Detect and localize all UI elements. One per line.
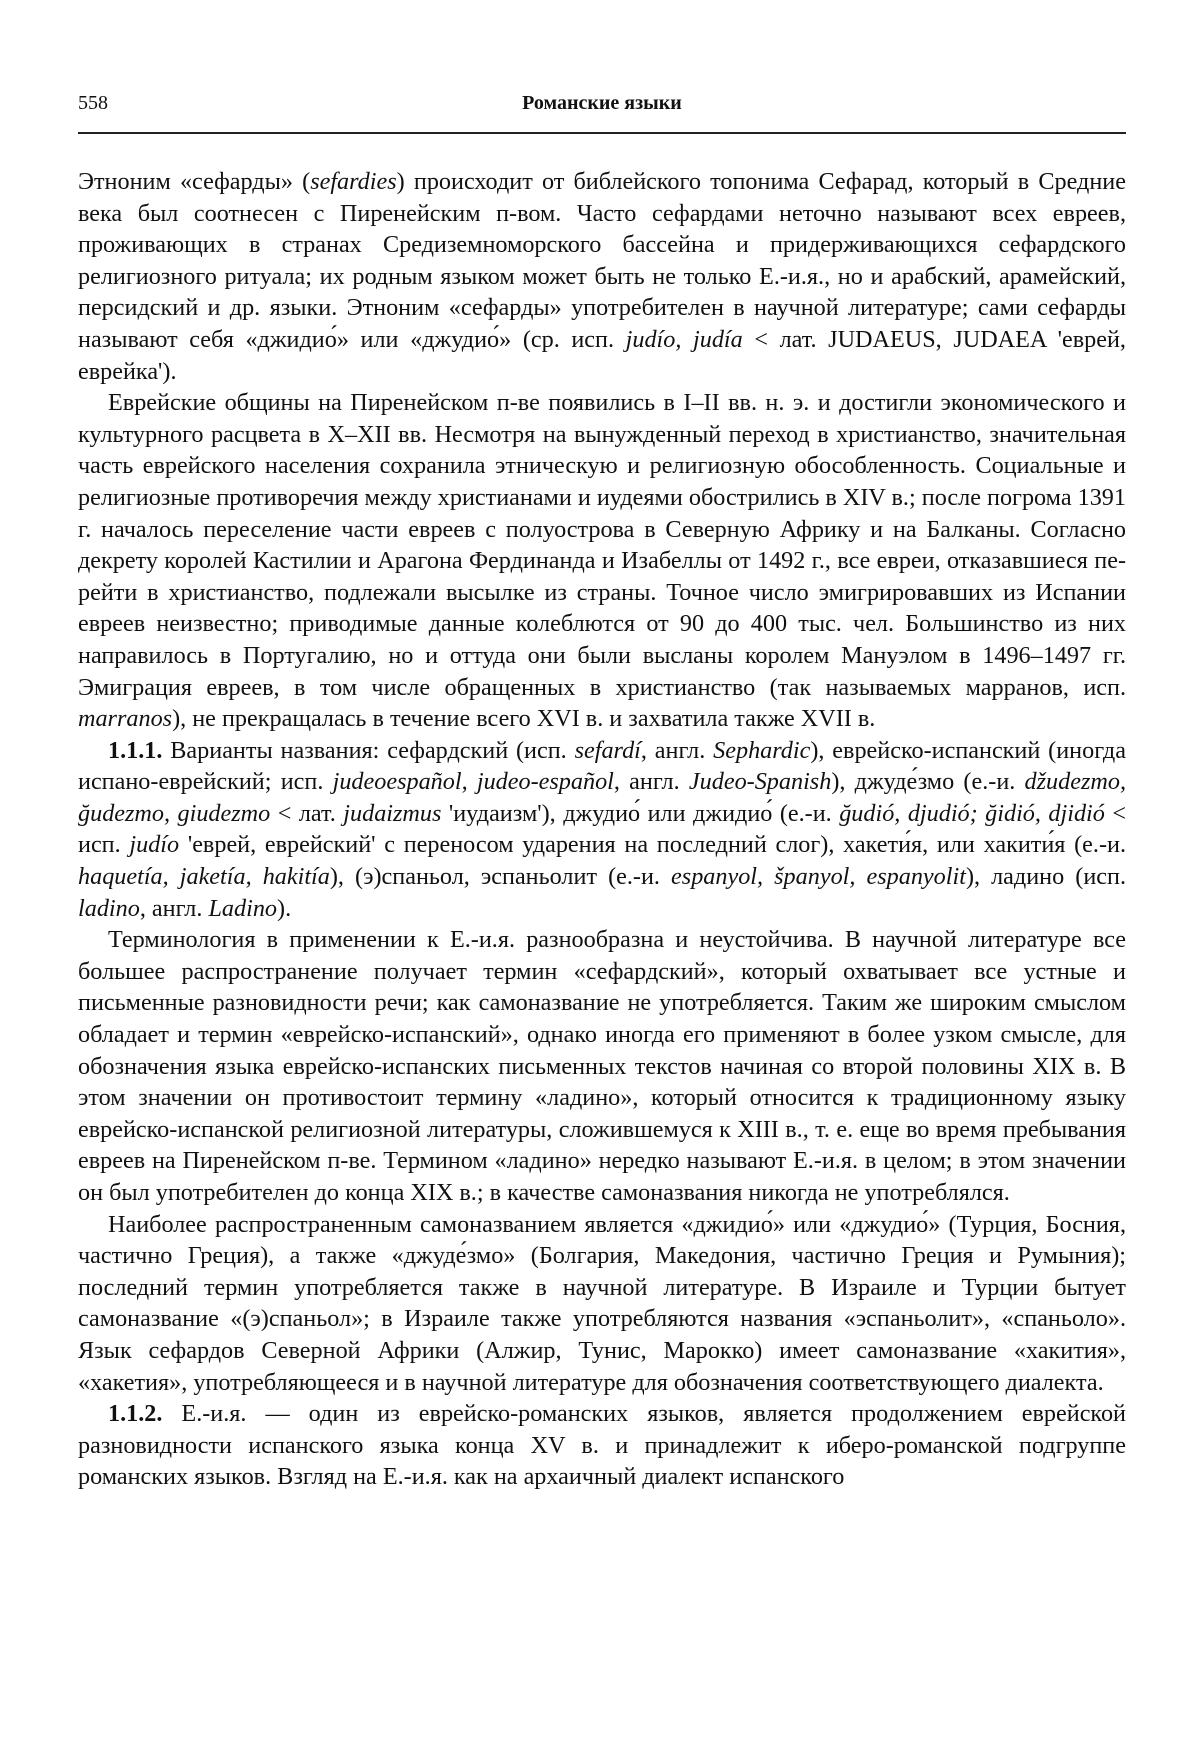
text-run: ), джуде́змо (е.-и. <box>831 768 1025 796</box>
text-run: Варианты названия: сефардский (исп. <box>162 736 575 764</box>
paragraph <box>78 924 1126 1208</box>
paragraph <box>78 1209 1126 1399</box>
text-run: , англ. <box>640 736 714 764</box>
italic-term: judeoespañol, judeo-español <box>332 768 614 796</box>
paragraph <box>78 387 1126 735</box>
text-run: Е.-и.я. — один из еврейско-романских языков, является продолжением еврейской разновидности испанского языка конца XV в. и принадлежит к иберо-романской подгруппе романских языков. Взгляд на Е.-и.я. как на архаичный диалект испанского <box>78 1400 1126 1491</box>
italic-term: Ladino <box>208 894 278 922</box>
text-run: Еврейские общины на Пиренейском п-ве появились в I–II вв. н. э. и достигли экономического и культурного расцвета в X–XII вв. Несмотря на вынужденный переход в христианство, значительная часть еврейского населения сохранила этническую и религиозную обособленность. Социальные и религиозные противоречия между христианами и иудеями обострились в XIV в.; после погрома 1391 г. началось переселение части евреев с полуострова в Северную Африку и на Балканы. Согласно декрету королей Кастилии и Арагона Фердинанда и Изабеллы от 1492 г., все евреи, отказавшиеся перейти в христианство, подлежали высылке из страны. Точное число эмигрировавших из Испании евреев неизвестно; приводимые данные колеблются от 90 до 400 тыс. чел. Большинство из них направилось в Португалию, но и оттуда они были высланы королем Мануэлом в 1496–1497 гг. Эмиграция евреев, в том числе обращенных в христианство (так называемых марранов, исп. <box>78 389 1126 701</box>
section-number: 1.1.1. <box>108 736 163 764</box>
italic-term: sefardies <box>310 168 397 195</box>
text-run: ) происходит от библейского топонима Сефарад, который в Средние века был соотнесен с Пиренейским п-вом. Часто сефардами неточно называют всех евреев, проживающих в странах Средиземноморского бассейна и придерживающихся сефардского религиозного ритуала; их родным языком может быть не только Е.-и.я., но и арабский, арамейский, персидский и др. языки. Этноним «сефарды» употребителен в научной литературе; сами сефарды называют себя «джидио́» или «джудио́» (ср. исп. <box>78 168 1126 353</box>
text-run: < исп. <box>78 799 1126 859</box>
italic-term: judío <box>129 831 180 859</box>
body-text <box>78 166 1126 1493</box>
header-rule <box>78 132 1126 134</box>
italic-term: Sephardic <box>713 736 811 764</box>
text-run: Этноним «сефарды» ( <box>78 168 311 195</box>
text-run: , англ. <box>139 894 209 922</box>
italic-term: ladino <box>78 894 140 922</box>
text-run: < лат. JUDAEUS, JUDAEA 'еврей, еврейка'). <box>78 325 1126 385</box>
text-run: 'еврей, еврейский' с переносом ударения на последний слог), хакети́я, или хакити́я (е.-и. <box>179 831 1127 859</box>
italic-term: marranos <box>78 705 173 733</box>
text-run: Терминология в применении к Е.-и.я. разнообразна и неустойчива. В научной литературе все большее распространение получает термин «сефардский», который охватывает все устные и письменные разновидности речи; как самоназвание не употребляется. Таким же широким смыслом обладает и термин «еврейско-испанский», однако иногда его применяют в более узком смысле, для обозначения языка еврейско-испанских письменных текстов начиная со второй половины XIX в. В этом значении он противостоит термину «ладино», который относится к традиционному языку еврейско-испанской религиозной литературы, сложившемуся к XIII в., т. е. еще во время пребывания евреев на Пиренейском п-ве. Термином «ладино» нередко называют Е.-и.я. в целом; в этом значении он был употребителен до конца XIX в.; в качестве самоназвания никогда не употреблялся. <box>78 926 1126 1206</box>
text-run: < лат. <box>270 799 344 827</box>
paragraph <box>78 1398 1126 1493</box>
italic-term: sefardí <box>574 736 641 764</box>
text-run: ), ладино (исп. <box>965 863 1126 891</box>
text-run: ), еврейско-испанский (иногда испано-еврейский; исп. <box>78 736 1126 796</box>
running-title: Романские языки <box>522 92 682 114</box>
italic-term: ğudió, djudió; ğidió, djidió <box>839 799 1105 827</box>
italic-term: haquetía, jaketía, hakitía <box>78 863 330 891</box>
italic-term: džudezmo, ğudezmo, giudezmo <box>78 768 1126 827</box>
paragraph <box>78 735 1126 925</box>
text-run: 'иудаизм'), джудио́ или джидио́ (е.-и. <box>441 799 840 827</box>
italic-term: espanyol, španyol, espanyolit <box>671 863 966 891</box>
text-run: ), не прекращалась в течение всего XVI в. и захватила также XVII в. <box>172 705 876 733</box>
text-run: Наиболее распространенным самоназванием является «джидио́» или «джудио́» (Турция, Босния, частично Греция), а также «джуде́змо» (Болгария, Македония, частично Греция и Румыния); последний термин употребляется также в научной литературе. В Израиле и Турции бытует самоназвание «(э)спаньол»; в Израиле также употребляются названия «эспаньолит», «спаньоло». Язык сефардов Северной Африки (Алжир, Тунис, Марокко) имеет самоназвание «хакития», «хакетия», употребляющееся и в научной литературе для обозначения соответствующего диалекта. <box>78 1210 1126 1396</box>
text-run: ). <box>277 894 292 922</box>
italic-term: judío, judía <box>625 325 743 353</box>
text-run: ), (э)спаньол, эспаньолит (е.-и. <box>329 863 672 891</box>
page-number: 558 <box>78 92 108 114</box>
italic-term: judaizmus <box>343 799 442 827</box>
page-header <box>78 92 1126 126</box>
section-number: 1.1.2. <box>108 1400 163 1428</box>
paragraph <box>78 166 1126 387</box>
italic-term: Judeo-Spanish <box>688 768 832 796</box>
text-run: , англ. <box>613 768 689 796</box>
